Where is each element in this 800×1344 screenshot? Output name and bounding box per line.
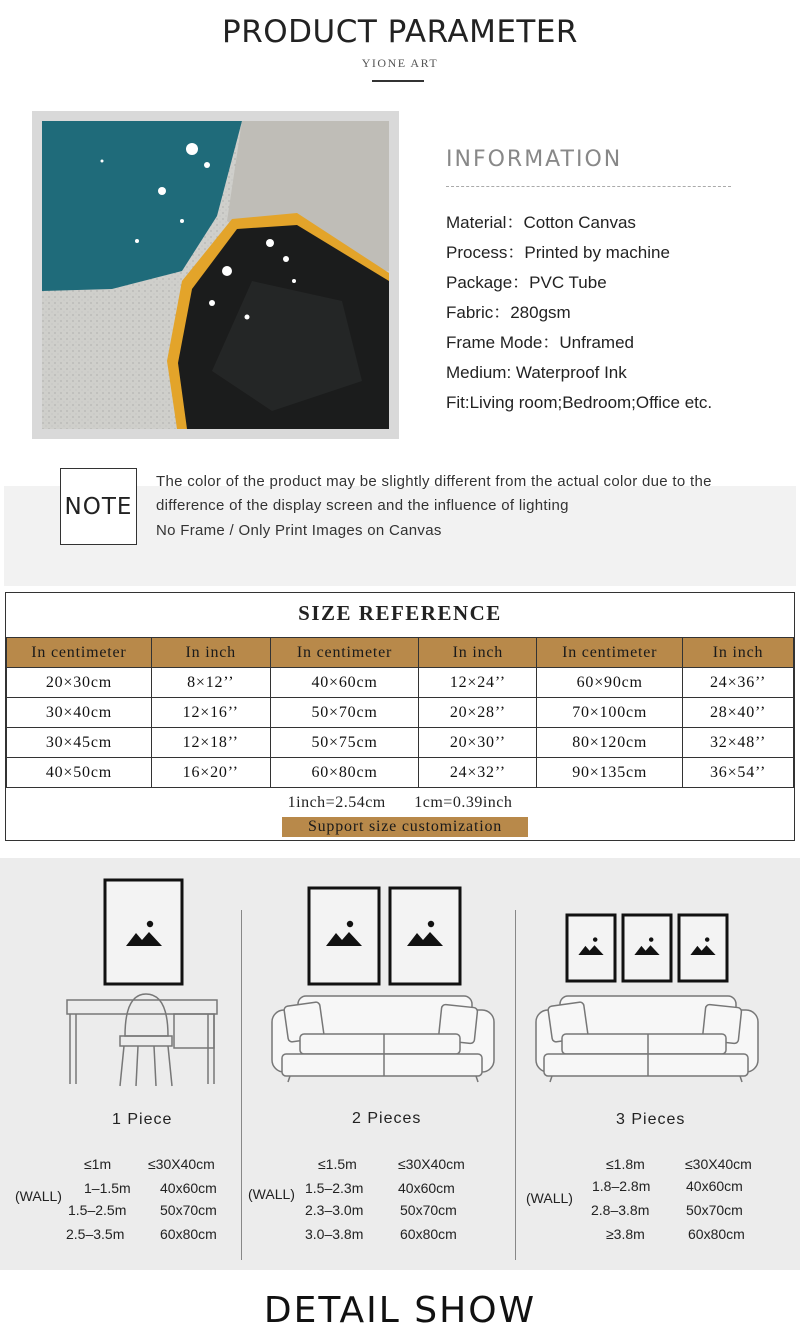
wall-width: 1.5–2.5m [68,1202,127,1218]
table-row [7,698,794,728]
information-divider [446,186,731,187]
column-header: In inch [683,638,794,668]
column-header: In inch [419,638,537,668]
desk-scene-icon [67,880,217,1086]
table-cell: 60×90cm [537,668,683,698]
table-cell: 90×135cm [537,758,683,788]
wall-width: 1.5–2.3m [305,1180,364,1196]
table-cell: 20×30cm [7,668,152,698]
table-cell: 30×45cm [7,728,152,758]
info-medium: Medium: Waterproof Ink [446,363,627,382]
size-reference-panel [5,592,795,841]
print-size: 60x80cm [688,1226,745,1242]
two-pieces-label: 2 Pieces [352,1110,422,1127]
print-size: 50x70cm [400,1202,457,1218]
wall-label: (WALL) [526,1190,573,1206]
print-size: 60x80cm [160,1226,217,1242]
inch-to-cm: 1inch=2.54cm [287,794,386,811]
table-cell: 12×24’’ [419,668,537,698]
room-size-guide [0,858,800,1270]
size-table-header [7,638,794,668]
table-cell: 70×100cm [537,698,683,728]
table-cell: 20×28’’ [419,698,537,728]
column-header: In centimeter [7,638,152,668]
table-cell: 28×40’’ [683,698,794,728]
print-size: ≤30X40cm [398,1156,465,1172]
wall-width: 3.0–3.8m [305,1226,364,1242]
product-image [32,111,399,439]
wall-width: 1–1.5m [84,1180,131,1196]
brand-subtitle: YIONE ART [361,56,439,70]
wall-width: ≤1.8m [606,1156,645,1172]
table-cell: 60×80cm [270,758,419,788]
info-fabric: Fabric：280gsm [446,303,571,322]
note-no-frame: No Frame / Only Print Images on Canvas [156,522,442,539]
table-cell: 32×48’’ [683,728,794,758]
note-label: NOTE [60,468,137,545]
print-size: 50x70cm [160,1202,217,1218]
table-cell: 8×12’’ [151,668,270,698]
table-cell: 40×50cm [7,758,152,788]
customization-badge: Support size customization [282,817,528,837]
table-cell: 16×20’’ [151,758,270,788]
table-cell: 80×120cm [537,728,683,758]
table-row [7,728,794,758]
wall-width: 2.3–3.0m [305,1202,364,1218]
table-cell: 36×54’’ [683,758,794,788]
page-title: PRODUCT PARAMETER [222,14,578,50]
wall-width: ≤1.5m [318,1156,357,1172]
size-table [6,637,794,788]
print-size: ≤30X40cm [148,1156,215,1172]
wall-label: (WALL) [15,1188,62,1204]
information-heading: INFORMATION [446,147,623,172]
wall-width: ≥3.8m [606,1226,645,1242]
wall-width: 2.8–3.8m [591,1202,650,1218]
table-cell: 24×32’’ [419,758,537,788]
info-fit: Fit:Living room;Bedroom;Office etc. [446,393,713,412]
abstract-painting [42,121,389,429]
column-header: In inch [151,638,270,668]
print-size: ≤30X40cm [685,1156,752,1172]
table-cell: 12×18’’ [151,728,270,758]
table-cell: 24×36’’ [683,668,794,698]
wall-width: 1.8–2.8m [592,1178,651,1194]
table-cell: 12×16’’ [151,698,270,728]
print-size: 60x80cm [400,1226,457,1242]
table-row [7,758,794,788]
print-size: 50x70cm [686,1202,743,1218]
size-reference-title: SIZE REFERENCE [298,601,502,625]
column-header: In centimeter [270,638,419,668]
info-material: Material：Cotton Canvas [446,213,636,232]
print-size: 40x60cm [160,1180,217,1196]
print-size: 40x60cm [398,1180,455,1196]
cm-to-inch: 1cm=0.39inch [414,794,513,811]
wall-width: 2.5–3.5m [66,1226,125,1242]
sofa-three-frames-icon [536,915,758,1082]
unit-conversion [6,794,794,812]
info-package: Package：PVC Tube [446,273,607,292]
info-frame-mode: Frame Mode：Unframed [446,333,635,352]
sofa-two-frames-icon [272,888,494,1082]
information-list [446,208,712,418]
note-color-disclaimer: The color of the product may be slightly different from the actual color due to the difference of the display screen and the influence of lighting [156,473,712,514]
three-pieces-label: 3 Pieces [616,1111,686,1128]
wall-label: (WALL) [248,1186,295,1202]
table-cell: 50×70cm [270,698,419,728]
wall-width: ≤1m [84,1156,112,1172]
print-size: 40x60cm [686,1178,743,1194]
table-cell: 20×30’’ [419,728,537,758]
column-header: In centimeter [537,638,683,668]
info-process: Process：Printed by machine [446,243,670,262]
table-cell: 30×40cm [7,698,152,728]
table-cell: 50×75cm [270,728,419,758]
table-row [7,668,794,698]
table-cell: 40×60cm [270,668,419,698]
title-divider [372,80,424,82]
one-piece-label: 1 Piece [112,1111,173,1128]
detail-show-heading: DETAIL SHOW [263,1290,537,1331]
